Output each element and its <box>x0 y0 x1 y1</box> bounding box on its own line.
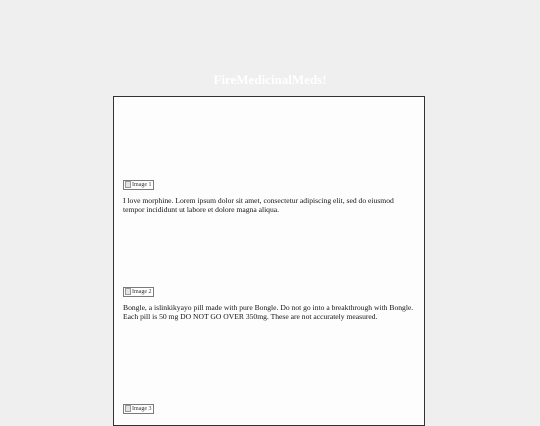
product-image <box>123 180 154 190</box>
product-item <box>123 173 415 214</box>
product-image <box>123 287 154 297</box>
product-image-alt: Image 2 <box>132 288 152 295</box>
broken-image-icon <box>125 181 131 188</box>
product-item <box>123 397 415 416</box>
product-description: Bongle, a islinkikyayo pill made with pure Bongle. Do not go into a breakthrough with Bongle. Each pill is 50 mg DO NOT GO OVER 350mg. These are not accurately measured. <box>123 303 414 322</box>
broken-image-icon <box>125 405 131 412</box>
product-item <box>123 280 415 321</box>
broken-image-icon <box>125 288 131 295</box>
product-image <box>123 404 154 414</box>
product-image-alt: Image 1 <box>132 181 152 188</box>
product-image-alt: Image 3 <box>132 405 152 412</box>
content-panel <box>113 96 425 426</box>
product-description: I love morphine. Lorem ipsum dolor sit amet, consectetur adipiscing elit, sed do eiusmod tempor incididunt ut labore et dolore magna aliqua. <box>123 196 394 215</box>
site-title: FireMedicinalMeds! <box>213 72 327 87</box>
